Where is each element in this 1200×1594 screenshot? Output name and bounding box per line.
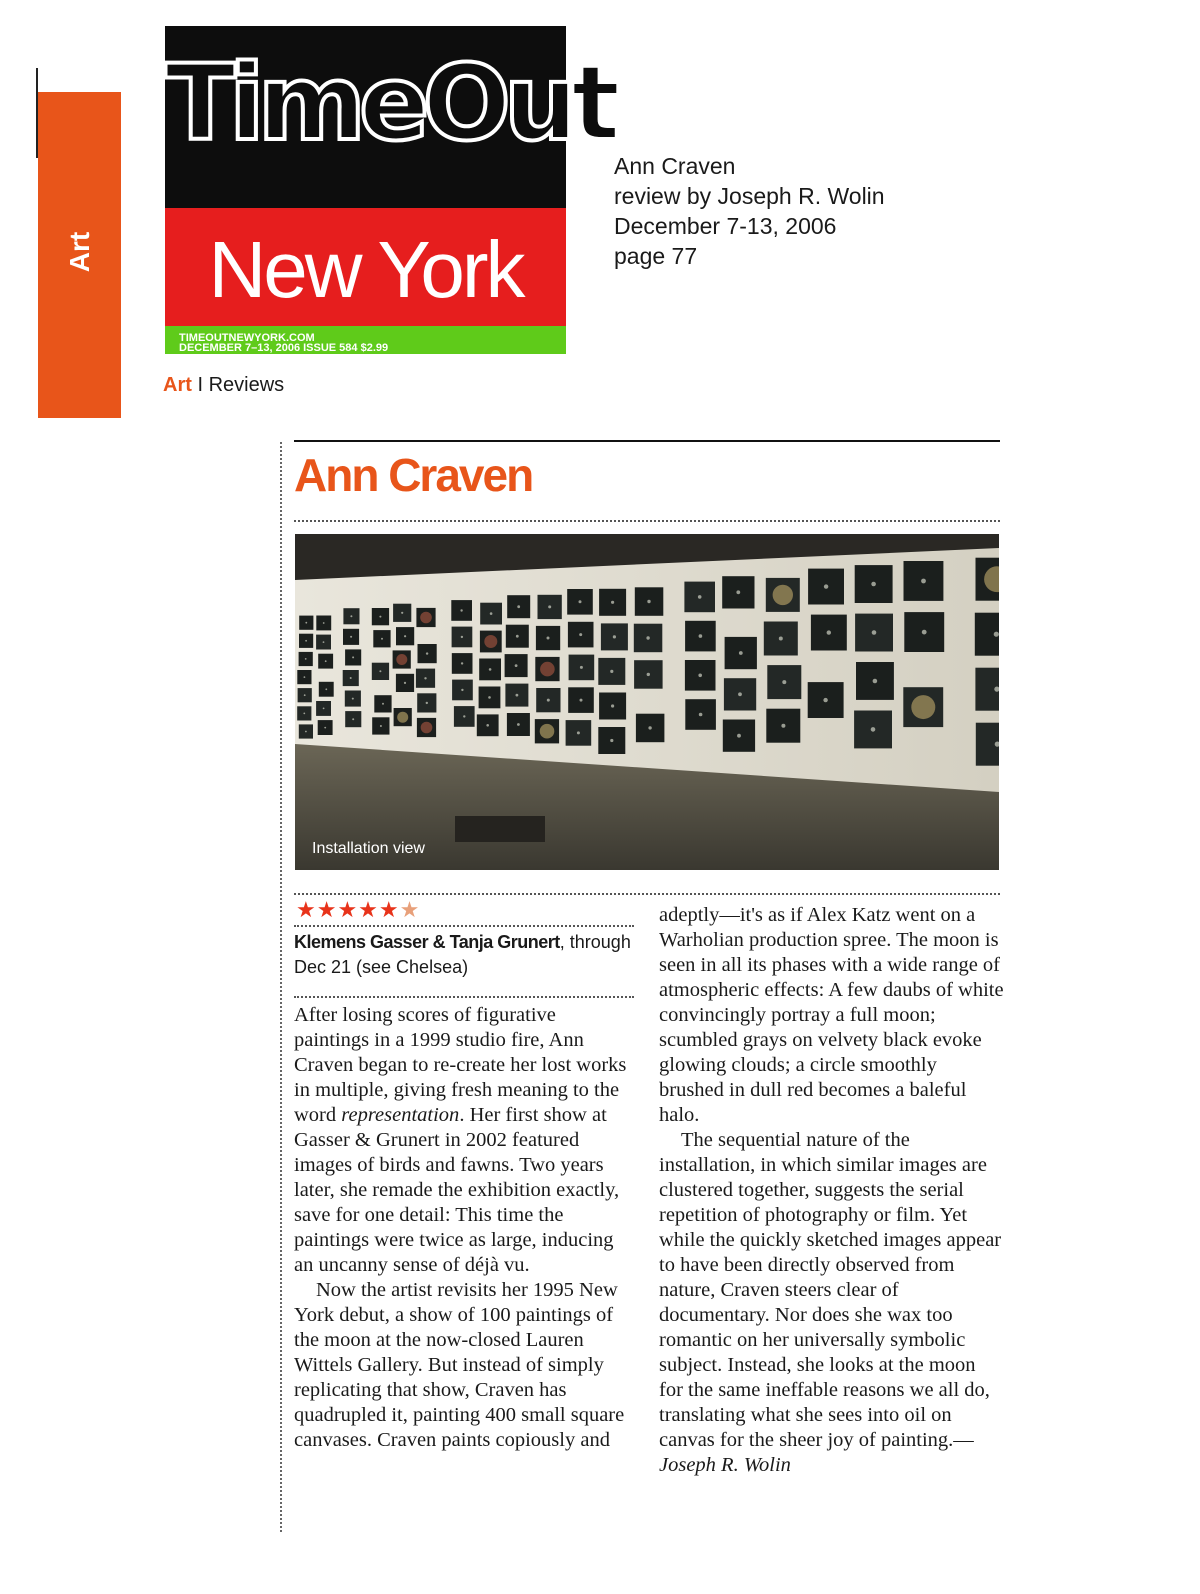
moon-dot [381,638,383,640]
moon-dot [461,662,463,664]
moon-dot [698,595,702,599]
article-headline: Ann Craven [294,449,533,501]
source-line-3: December 7-13, 2006 [614,213,837,239]
moon-dot [323,641,325,643]
moon-dot [305,622,307,624]
moon-dot [698,674,702,678]
moon-dot [577,731,580,734]
moon-dot [610,739,613,742]
venue-dotted-rule [294,996,634,998]
moon-dot [515,664,518,667]
moon-dot [547,699,550,702]
moon-dot [782,680,786,684]
moon-dot [873,679,878,684]
section-category: Art [163,374,192,396]
moon-dot [484,635,497,648]
timeout-logo [165,26,614,354]
venue-dates: , through Dec 21 (see Chelsea) [294,932,631,977]
moon-dot [579,600,582,603]
moon-dot [323,622,325,624]
source-line-4: page 77 [614,243,698,269]
venue-name: Klemens Gasser & Tanja Grunert [294,932,560,952]
moon-dot [488,696,491,699]
moon-dot [737,734,741,738]
moon-dot [773,585,793,605]
moon-dot [922,630,927,635]
photo-dotted-rule [294,893,1000,895]
moon-dot [823,698,827,702]
moon-dot [540,662,555,677]
moon-dot [921,579,926,584]
logo-issue-line: DECEMBER 7–13, 2006 ISSUE 584 $2.99 [179,342,389,354]
section-separator: I [191,374,209,396]
installation-photo-image [295,534,999,870]
moon-dot [426,652,428,654]
moon-dot [463,715,465,717]
logo-black-band [165,26,614,208]
moon-dot [736,590,740,594]
moon-dot [647,673,650,676]
moon-dot [305,640,307,642]
article-top-rule [294,440,1000,442]
moon-dot [781,724,785,728]
moon-dot [324,727,326,729]
star-rating [296,899,420,921]
moon-dot [580,699,583,702]
moon-dot [579,633,582,636]
moon-dot [460,609,462,611]
moon-dot [647,600,650,603]
photo-caption: Installation view [312,840,425,857]
col1-p1-text-a: After losing scores of figurative paintings in a 1999 studio fire, Ann Craven began to re-create her lost works in multiple, giving fresh meaning to the word [294,1004,627,1126]
moon-dot [325,660,327,662]
moon-dot [699,634,703,638]
moon-dot [517,605,520,608]
moon-dot [461,689,463,691]
moon-dot [613,635,616,638]
moon-dot [304,676,306,678]
moon-dot [350,677,352,679]
col2-paragraph-1: adeptly—it's as if Alex Katz went on a Warholian production spree. The moon is seen in all its phases with a wide range of atmospheric effects: A few daubs of white convincingly portray a full moon; scumbled grays on velvety black evoke glowing clouds; a circle smoothly brushed in dull red becomes a baleful halo. [659,904,1004,1126]
moon-dot [824,584,828,588]
moon-dot [827,630,831,634]
moon-dot [379,616,381,618]
logo-url-line: TIMEOUTNEWYORK.COM [179,332,315,344]
moon-dot [350,636,352,638]
venue-info [294,930,639,980]
col1-p1-text-b: . Her first show at Gasser & Grunert in 2002 featured images of birds and fawns. Two years later, she remade the exhibition exactly, save for one detail: This time the paintings were twice as large, inducing an uncanny sense of déjà vu. [294,1104,620,1276]
col2-paragraph-2 [659,1128,1004,1478]
logo-title-top: TimeOut [165,42,614,164]
moon-dot [486,724,489,727]
author-byline: Joseph R. Wolin [659,1454,791,1476]
logo-red-band [165,208,566,326]
moon-dot [397,712,408,723]
moon-dot [611,601,614,604]
moon-dot [871,727,876,732]
rating-half-star: ★ [399,897,421,922]
source-line-2: review by Joseph R. Wolin [614,183,885,209]
moon-dot [779,637,783,641]
moon-dot [490,612,493,615]
article-column-1 [294,1003,634,1453]
side-tab-label: Art [63,231,95,273]
moon-dot [404,682,406,684]
installation-photo [295,534,999,870]
moon-dot [517,723,520,726]
moon-dot [872,630,877,635]
moon-dot [426,702,428,704]
moon-dot [325,688,327,690]
moon-dot [540,724,555,739]
rating-full-stars: ★★★★★ [296,897,400,922]
moon-dot [516,635,519,638]
moon-dot [352,698,354,700]
source-line-1: Ann Craven [614,153,736,179]
source-note [614,151,885,271]
moon-dot [396,654,407,665]
moon-dot [489,668,492,671]
article-column-2 [659,903,1004,1478]
moon-dot [610,670,613,673]
col1-paragraph-1 [294,1003,634,1278]
col2-p2-text: The sequential nature of the installation, in which similar images are clustered together, suggests the serial repetition of photography or film. Yet while the quickly sketched images appear to have been directly observed from nature, Craven steers clear of documentary. Nor does she wax too romantic on her universally symbolic subject. Instead, she looks at the moon for the same ineffable reasons we all do, translating what she sees into oil on canvas for the sheer joy of painting.— [659,1129,1002,1451]
moon-dot [739,651,743,655]
column-dotted-rule [280,442,282,1532]
moon-dot [352,718,354,720]
moon-dot [323,708,325,710]
moon-dot [516,694,519,697]
moon-dot [699,713,703,717]
moon-dot [646,636,649,639]
moon-dot [871,582,876,587]
moon-dot [424,677,426,679]
moon-dot [580,666,583,669]
headline-dotted-rule [294,520,1000,522]
col1-paragraph-2: Now the artist revisits her 1995 New York debut, a show of 100 paintings of the moon at the now-closed Lauren Wittels Gallery. But instead of simply replicating that show, Craven has quadrupled it, painting 400 small square canvases. Craven paints copiously and [294,1279,625,1451]
rating-dotted-rule [294,925,634,927]
section-side-tab [38,92,121,418]
moon-dot [994,632,999,637]
moon-dot [548,605,551,608]
section-subcategory: Reviews [208,374,285,396]
logo-title-bottom: New York [208,225,523,314]
moon-dot [304,694,306,696]
moon-dot [305,658,307,660]
moon-dot [738,692,742,696]
moon-dot [420,612,432,624]
moon-dot [911,695,935,719]
moon-dot [352,656,354,658]
section-label [163,374,284,397]
moon-dot [421,722,433,734]
moon-dot [303,713,305,715]
moon-dot [547,637,550,640]
moon-dot [380,725,382,727]
moon-dot [611,704,614,707]
moon-dot [648,726,651,729]
moon-dot [404,635,406,637]
moon-dot [401,612,403,614]
moon-dot [350,615,352,617]
moon-dot [382,703,384,705]
moon-dot [305,731,307,733]
moon-dot [379,670,381,672]
moon-dot [461,636,463,638]
col1-p1-emphasis: representation [341,1104,460,1126]
